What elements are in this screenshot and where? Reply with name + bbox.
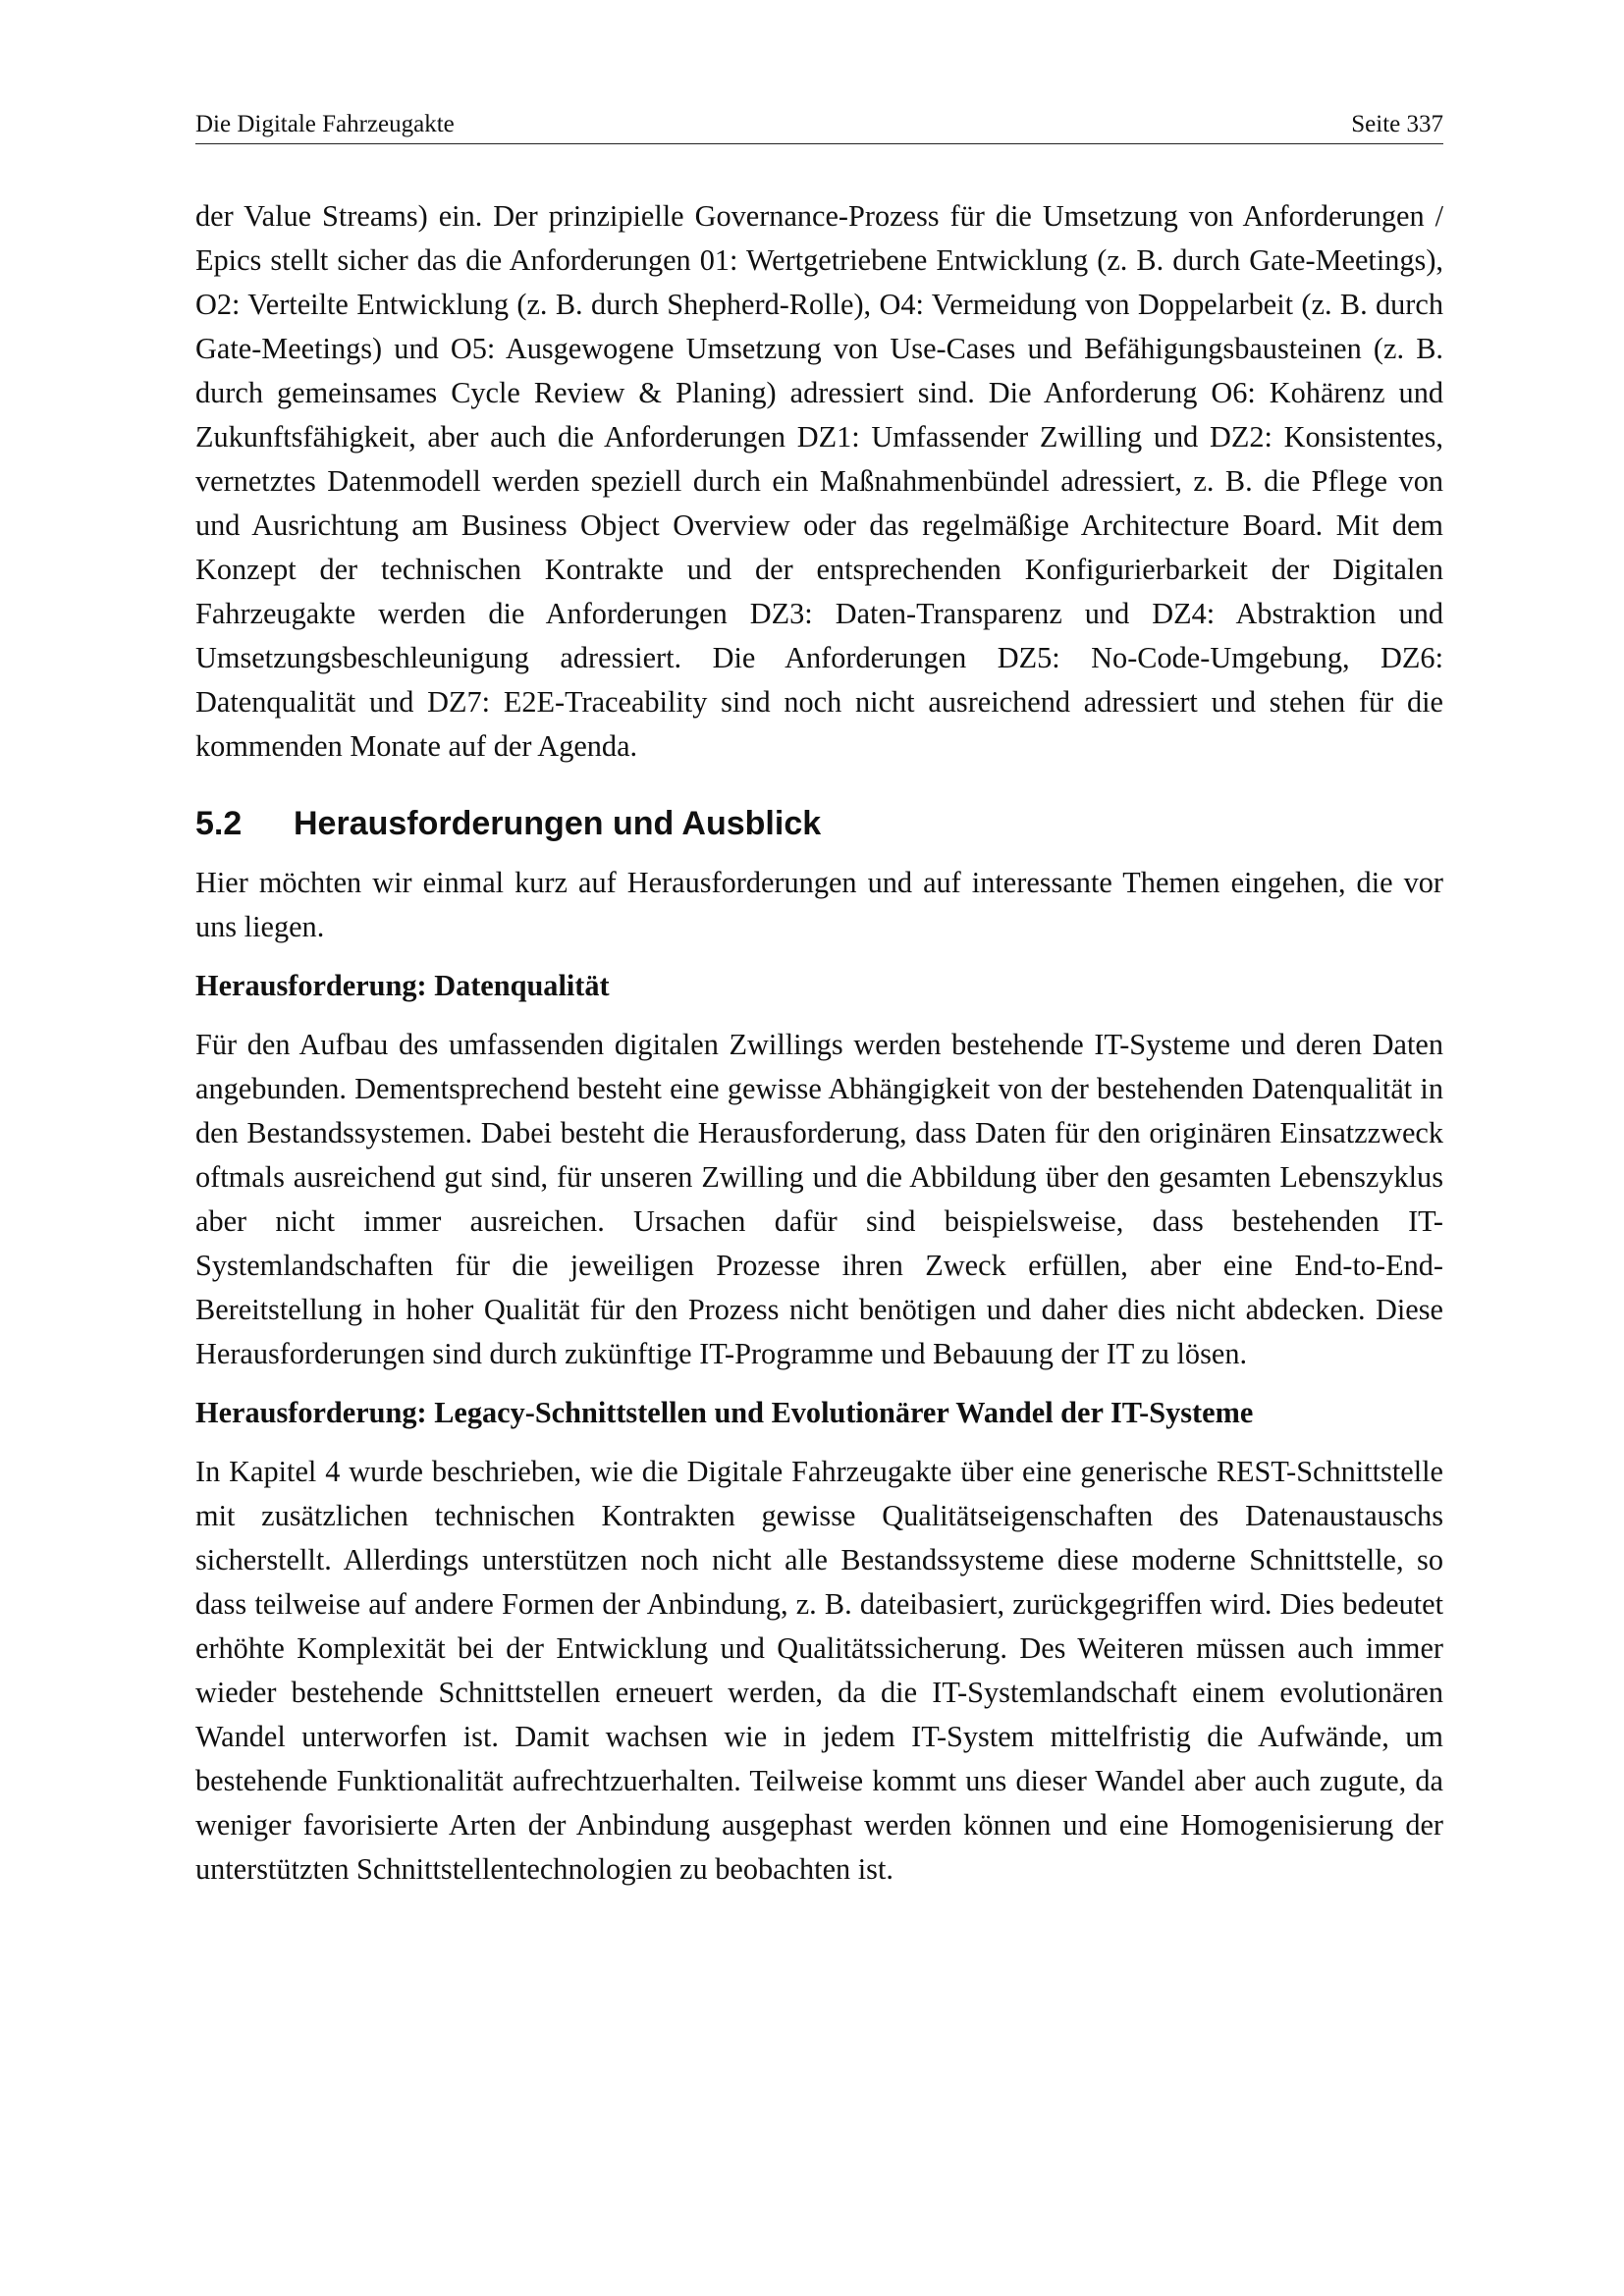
page-body (195, 194, 1443, 1892)
page-number: Seite 337 (1351, 111, 1443, 137)
section-number: 5.2 (195, 805, 243, 842)
running-header (195, 110, 1443, 144)
section-title: Herausforderungen und Ausblick (294, 805, 822, 842)
header-title: Die Digitale Fahrzeugakte (195, 111, 455, 137)
subheading-datenqualitaet: Herausforderung: Datenqualität (195, 969, 610, 1002)
paragraph-datenqualitaet: Für den Aufbau des umfassenden digitalen Zwillings werden bestehende IT-Systeme und deren Daten angebunden. Dementsprechend besteht eine gewisse Abhängigkeit von der bestehenden Datenqualität in den Bestandssystemen. Dabei besteht die Herausforderung, dass Daten für den originären Einsatzzweck oftmals ausreichend gut sind, für unseren Zwilling und die Abbildung über den gesamten Lebenszyklus aber nicht immer ausreichen. Ursachen dafür sind beispielsweise, dass bestehenden IT-Systemlandschaften für die jeweiligen Prozesse ihren Zweck erfüllen, aber eine End-to-End-Bereitstellung in hoher Qualität für den Prozess nicht benötigen und daher dies nicht abdecken. Diese Herausforderungen sind durch zukünftige IT-Programme und Bebauung der IT zu lösen. (195, 1028, 1443, 1370)
paragraph-intro: Hier möchten wir einmal kurz auf Herausforderungen und auf interessante Themen eingehen, die vor uns liegen. (195, 866, 1443, 943)
subheading-legacy-schnittstellen: Herausforderung: Legacy-Schnittstellen und Evolutionärer Wandel der IT-Systeme (195, 1396, 1254, 1429)
paragraph-legacy-schnittstellen: In Kapitel 4 wurde beschrieben, wie die Digitale Fahrzeugakte über eine generische REST-Schnittstelle mit zusätzlichen technischen Kontrakten gewisse Qualitätseigenschaften des Datenaustauschs sicherstellt. Allerdings unterstützen noch nicht alle Bestandssysteme diese moderne Schnittstelle, so dass teilweise auf andere Formen der Anbindung, z. B. dateibasiert, zurückgegriffen wird. Dies bedeutet erhöhte Komplexität bei der Entwicklung und Qualitätssicherung. Des Weiteren müssen auch immer wieder bestehende Schnittstellen erneuert werden, da die IT-Systemlandschaft einem evolutionären Wandel unterworfen ist. Damit wachsen wie in jedem IT-System mittelfristig die Aufwände, um bestehende Funktionalität aufrechtzuerhalten. Teilweise kommt uns dieser Wandel aber auch zugute, da weniger favorisierte Arten der Anbindung ausgephast werden können und eine Homogenisierung der unterstützten Schnittstellentechnologien zu beobachten ist. (195, 1455, 1443, 1886)
section-heading (195, 802, 1443, 846)
paragraph-governance: der Value Streams) ein. Der prinzipielle Governance-Prozess für die Umsetzung von Anforderungen / Epics stellt sicher das die Anforderungen 01: Wertgetriebene Entwicklung (z. B. durch Gate-Meetings), O2: Verteilte Entwicklung (z. B. durch Shepherd-Rolle), O4: Vermeidung von Doppelarbeit (z. B. durch Gate-Meetings) und O5: Ausgewogene Umsetzung von Use-Cases und Befähigungsbausteinen (z. B. durch gemeinsames Cycle Review & Planing) adressiert sind. Die Anforderung O6: Kohärenz und Zukunftsfähigkeit, aber auch die Anforderungen DZ1: Umfassender Zwilling und DZ2: Konsistentes, vernetztes Datenmodell werden speziell durch ein Maßnahmenbündel adressiert, z. B. die Pflege von und Ausrichtung am Business Object Overview oder das regelmäßige Architecture Board. Mit dem Konzept der technischen Kontrakte und der entsprechenden Konfigurierbarkeit der Digitalen Fahrzeugakte werden die Anforderungen DZ3: Daten-Transparenz und DZ4: Abstraktion und Umsetzungsbeschleunigung adressiert. Die Anforderungen DZ5: No-Code-Umgebung, DZ6: Datenqualität und DZ7: E2E-Traceability sind noch nicht ausreichend adressiert und stehen für die kommenden Monate auf der Agenda. (195, 199, 1443, 763)
